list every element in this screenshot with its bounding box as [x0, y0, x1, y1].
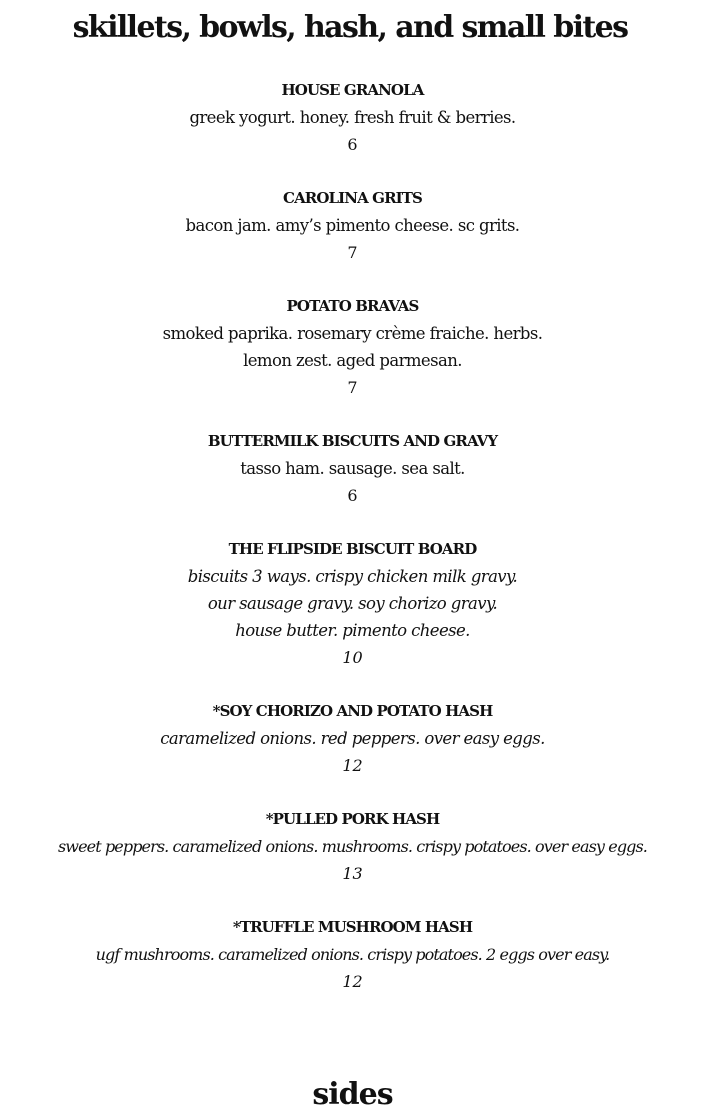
menu-item-soy-chorizo-hash — [0, 698, 705, 779]
item-description-line: smoked paprika. rosemary crème fraiche. herbs. — [162, 324, 543, 343]
item-description-line: tasso ham. sausage. sea salt. — [240, 459, 465, 478]
item-price: 13 — [342, 864, 363, 883]
item-price: 10 — [342, 648, 363, 667]
menu-item-truffle-mushroom-hash — [0, 914, 705, 995]
item-description-line: our sausage gravy. soy chorizo gravy. — [207, 594, 498, 613]
item-description-line: bacon jam. amy’s pimento cheese. sc grits. — [185, 216, 520, 235]
item-name: CAROLINA GRITS — [283, 189, 422, 207]
menu-item-carolina-grits — [0, 185, 705, 266]
item-name: *TRUFFLE MUSHROOM HASH — [232, 918, 473, 936]
section-title: skillets, bowls, hash, and small bites — [72, 10, 628, 45]
item-description-line: greek yogurt. honey. fresh fruit & berries. — [189, 108, 516, 127]
item-name: BUTTERMILK BISCUITS AND GRAVY — [207, 432, 498, 450]
item-description-line: lemon zest. aged parmesan. — [243, 351, 462, 370]
item-description-line: sweet peppers. caramelized onions. mushrooms. crispy potatoes. over easy eggs. — [57, 837, 647, 856]
item-name: *SOY CHORIZO AND POTATO HASH — [212, 702, 493, 720]
item-name: *PULLED PORK HASH — [265, 810, 440, 828]
item-name: THE FLIPSIDE BISCUIT BOARD — [228, 540, 477, 558]
item-price: 12 — [342, 972, 363, 991]
item-price: 6 — [347, 135, 358, 154]
item-description-line: biscuits 3 ways. crispy chicken milk gravy. — [187, 567, 518, 586]
menu-item-pulled-pork-hash — [0, 806, 705, 887]
item-price: 12 — [342, 756, 363, 775]
item-name: HOUSE GRANOLA — [281, 81, 424, 99]
item-price: 6 — [347, 486, 358, 505]
menu-item-flipside-biscuit-board — [0, 536, 705, 671]
item-name: POTATO BRAVAS — [286, 297, 419, 315]
menu-item-potato-bravas — [0, 293, 705, 401]
item-price: 7 — [347, 243, 358, 262]
item-description-line: caramelized onions. red peppers. over easy eggs. — [160, 729, 545, 748]
menu-item-house-granola — [0, 77, 705, 158]
item-description-line: house butter. pimento cheese. — [235, 621, 470, 640]
menu-item-buttermilk-biscuits — [0, 428, 705, 509]
item-description-line: ugf mushrooms. caramelized onions. crispy potatoes. 2 eggs over easy. — [95, 945, 610, 964]
item-price: 7 — [347, 378, 358, 397]
next-section-title: sides — [312, 1077, 393, 1112]
